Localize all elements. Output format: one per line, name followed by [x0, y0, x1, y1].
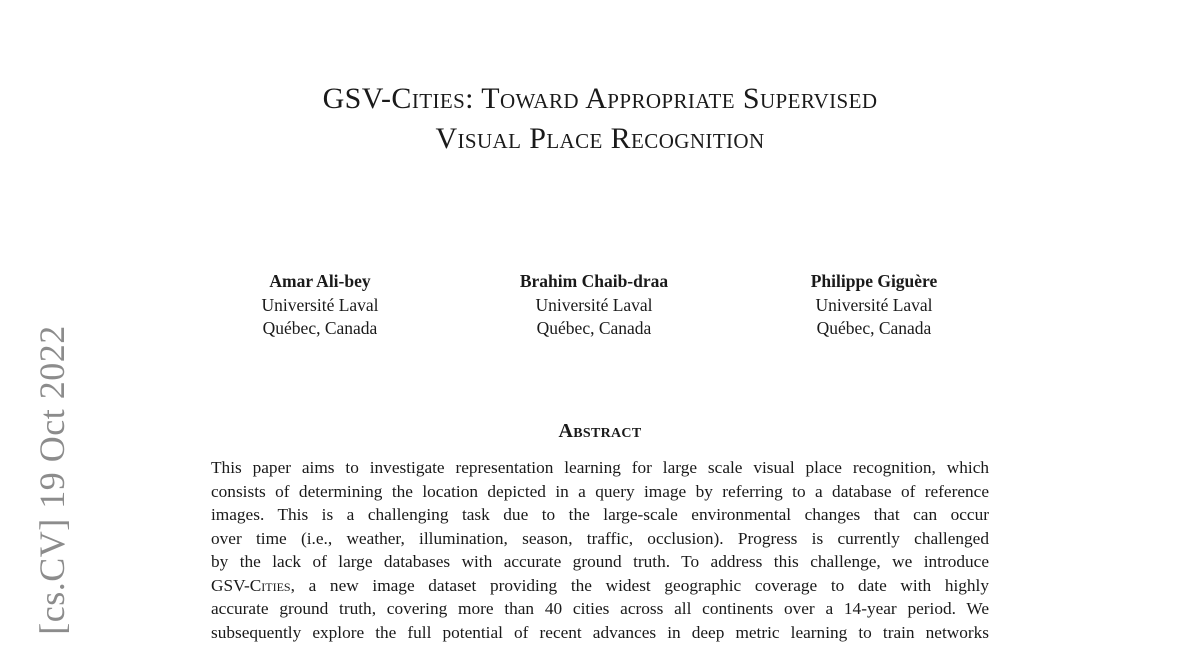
author-affiliation: Université Laval	[261, 294, 379, 315]
abstract-line: images. This is a challenging task due to the large-scale environmental changes that can occur	[211, 505, 989, 524]
abstract-line: subsequently explore the full potential of recent advances in deep metric learning to train networks	[211, 622, 989, 642]
author-name: Brahim Chaib-draa	[519, 271, 669, 291]
author-location: Québec, Canada	[816, 318, 932, 338]
dataset-name-smallcaps: ities	[261, 575, 291, 595]
abstract-line: consists of determining the location depicted in a query image by referring to a database of reference	[211, 481, 989, 501]
abstract-heading: Abstract	[558, 420, 642, 442]
abstract-line-gsv	[211, 574, 989, 598]
abstract-line: over time (i.e., weather, illumination, season, traffic, occlusion). Progress is currently challenged	[211, 528, 989, 548]
title-line-2: Visual Place Recognition	[435, 122, 765, 155]
abstract-line: accurate ground truth, covering more than 40 cities across all continents over a 14-year period. We	[211, 599, 989, 618]
arxiv-stamp: [cs.CV] 19 Oct 2022	[32, 325, 72, 635]
author-1	[190, 270, 450, 341]
author-location: Québec, Canada	[536, 318, 652, 338]
author-location: Québec, Canada	[262, 318, 378, 338]
author-2	[464, 270, 724, 341]
author-affiliation: Université Laval	[815, 294, 933, 315]
author-name: Philippe Giguère	[810, 271, 938, 291]
dataset-line-rest: , a new image dataset providing the widest geographic coverage to date with highly	[290, 575, 989, 595]
abstract-line: by the lack of large databases with accurate ground truth. To address this challenge, we introduce	[211, 552, 989, 571]
author-3	[744, 270, 1004, 341]
title-line-1: GSV-Cities: Toward Appropriate Supervised	[322, 82, 878, 115]
abstract-line: This paper aims to investigate representation learning for large scale visual place recognition, which	[211, 458, 989, 477]
abstract-body	[211, 456, 989, 644]
author-affiliation: Université Laval	[535, 294, 653, 315]
dataset-name-prefix: GSV-C	[211, 575, 262, 595]
paper-title	[0, 79, 1200, 159]
author-name: Amar Ali-bey	[269, 271, 371, 291]
